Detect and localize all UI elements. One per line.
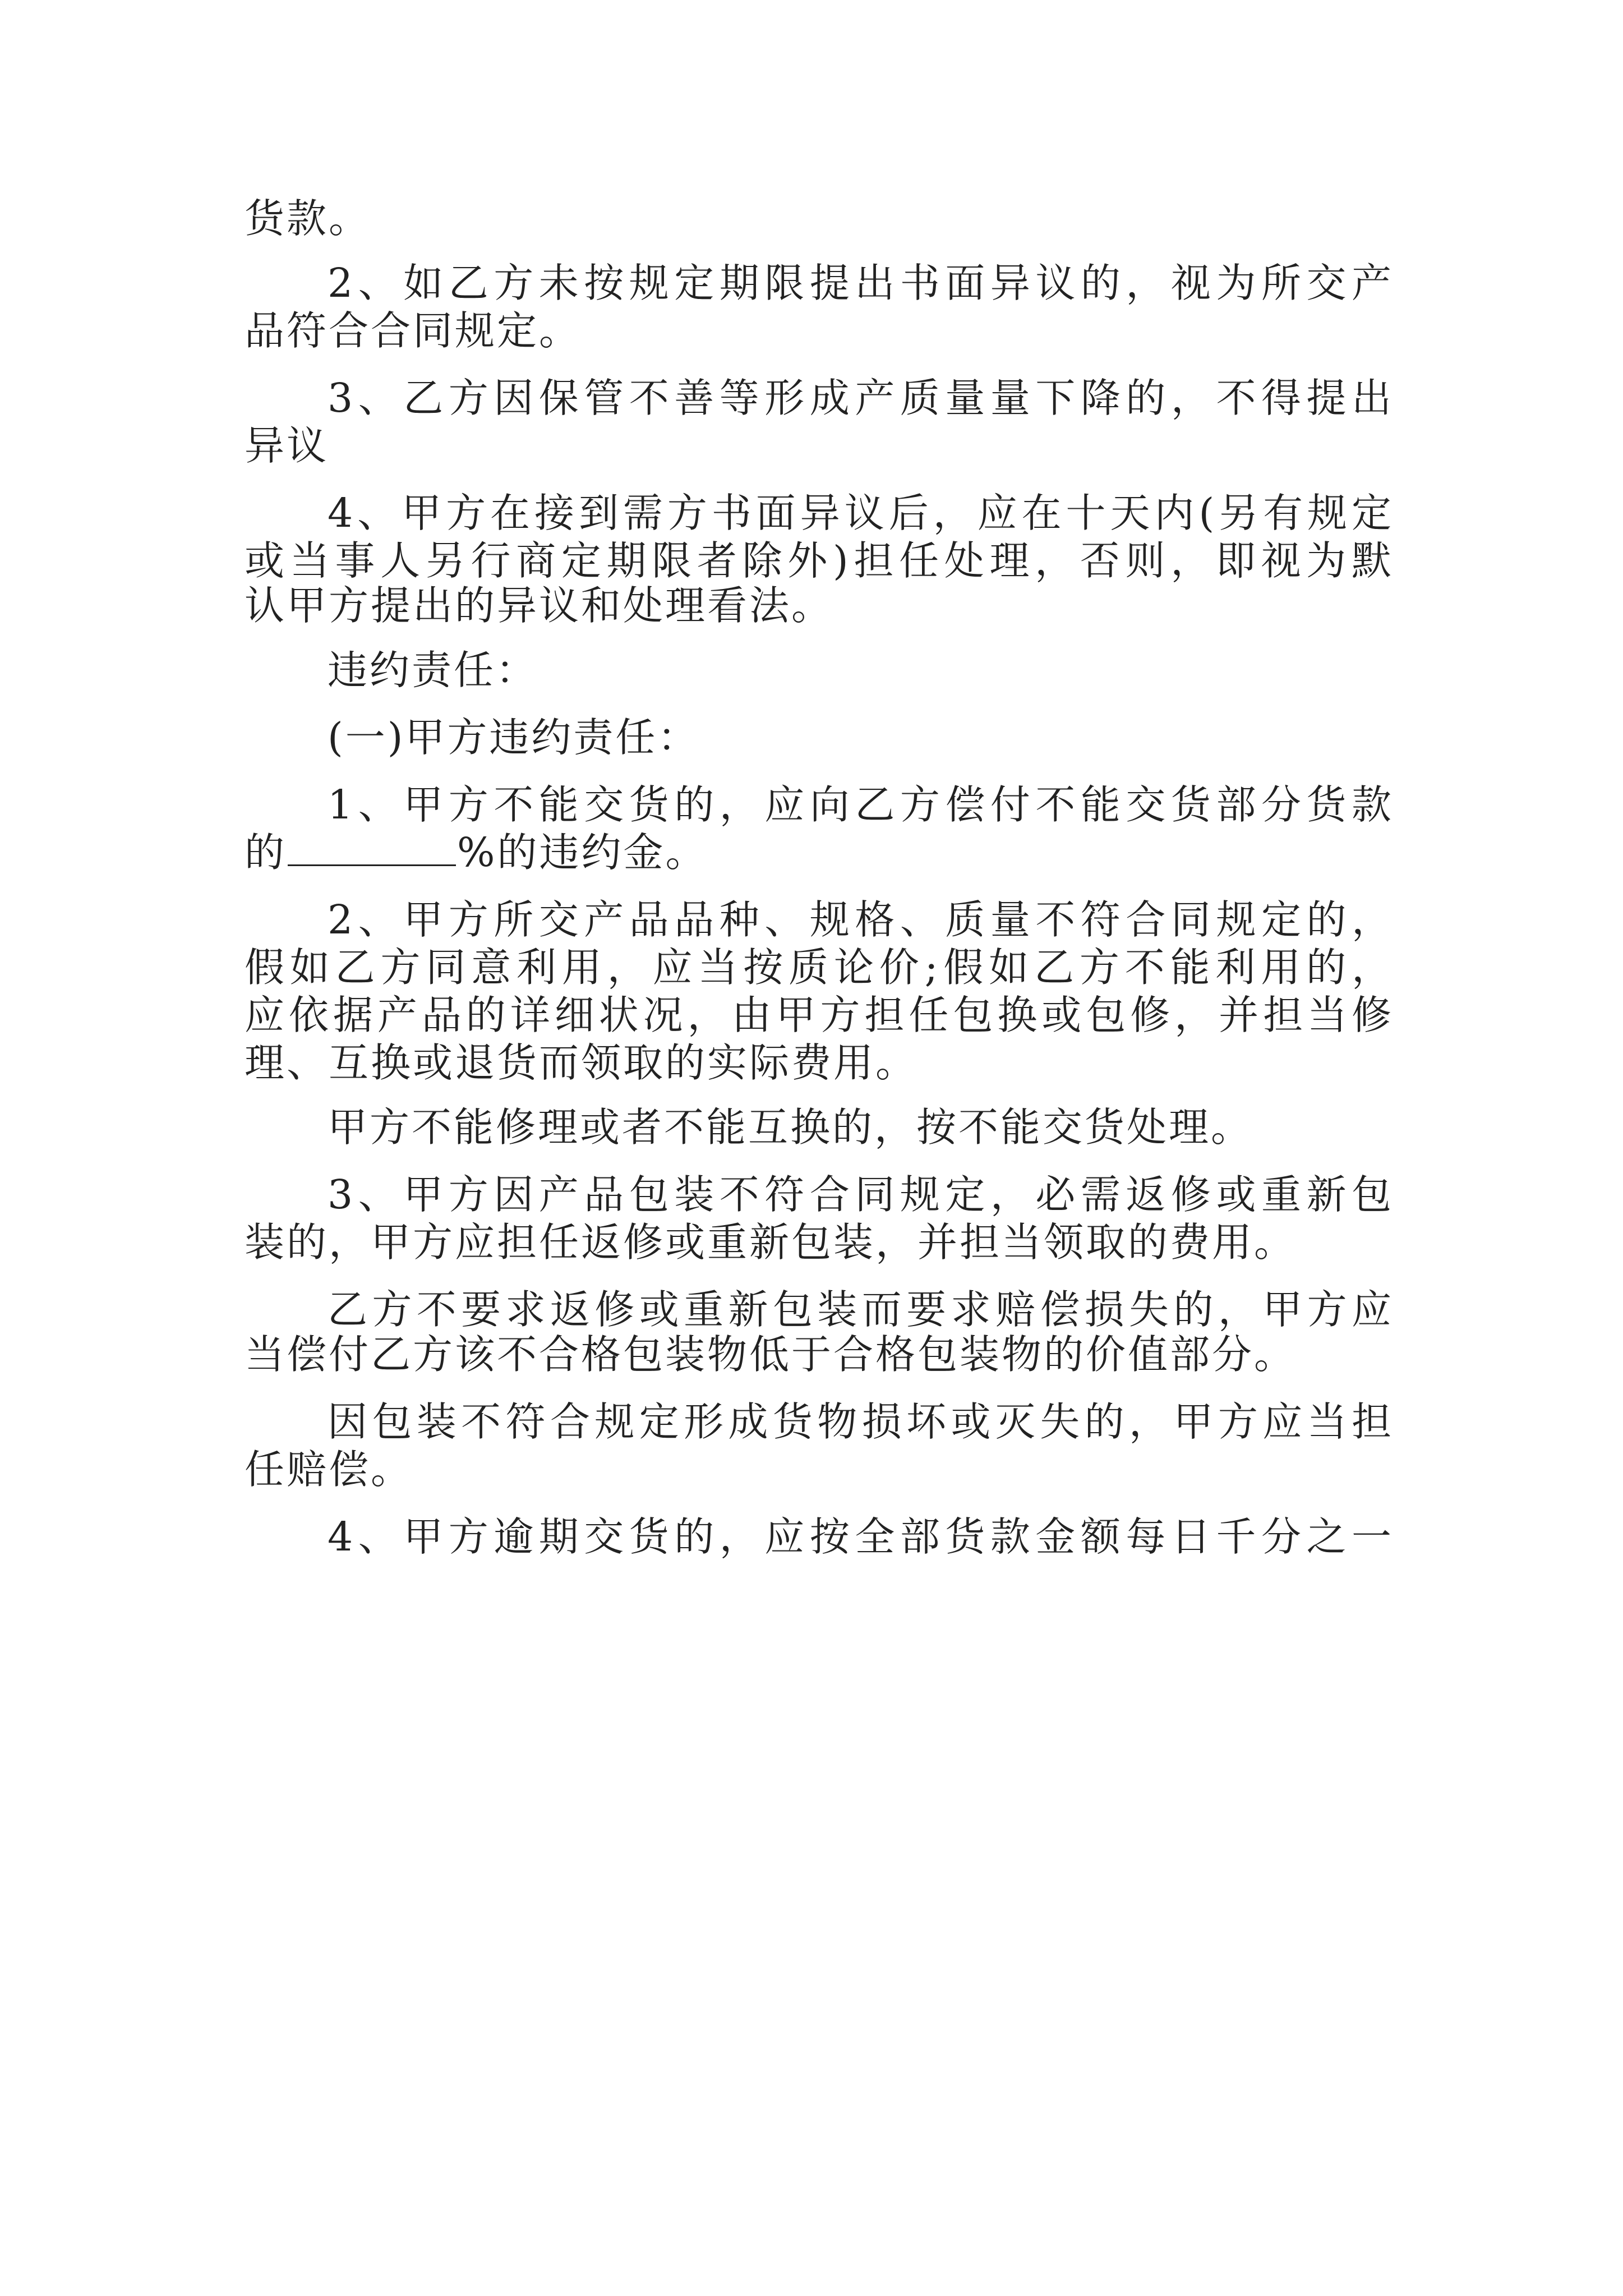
text-line: 因包装不符合规定形成货物损坏或灭失的，甲方应当担: [328, 1398, 1391, 1445]
fill-in-blank: [288, 830, 456, 866]
text-line: 异议: [245, 422, 329, 469]
text-before-blank: 的: [245, 829, 287, 876]
text-line: 2、如乙方未按规定期限提出书面异议的，视为所交产: [328, 260, 1391, 306]
text-line: 甲方不能修理或者不能互换的，按不能交货处理。: [328, 1104, 1253, 1151]
subsection-heading: (一)甲方违约责任：: [328, 714, 700, 761]
section-heading: 违约责任：: [328, 647, 538, 693]
text-line: 3、乙方因保管不善等形成产质量量下降的，不得提出: [328, 375, 1391, 421]
text-line: 2、甲方所交产品品种、规格、质量不符合同规定的，: [328, 896, 1391, 943]
text-after-blank: %的违约金。: [457, 829, 708, 876]
text-line-with-blank: [245, 813, 707, 892]
text-line: 当偿付乙方该不合格包装物低于合格包装物的价值部分。: [245, 1331, 1297, 1378]
text-line: 任赔偿。: [245, 1446, 413, 1493]
text-line: 应依据产品的详细状况，由甲方担任包换或包修，并担当修: [245, 992, 1391, 1038]
text-line: 装的，甲方应担任返修或重新包装，并担当领取的费用。: [245, 1219, 1297, 1266]
text-line: 认甲方提出的异议和处理看法。: [245, 582, 834, 629]
text-line: 3、甲方因产品包装不符合同规定，必需返修或重新包: [328, 1171, 1391, 1218]
text-line: 货款。: [245, 195, 371, 242]
text-line: 或当事人另行商定期限者除外)担任处理，否则，即视为默: [245, 537, 1391, 584]
text-line: 4、甲方逾期交货的，应按全部货款金额每日千分之一: [328, 1513, 1391, 1560]
text-line: 4、甲方在接到需方书面异议后，应在十天内(另有规定: [328, 490, 1391, 536]
text-line: 理、互换或退货而领取的实际费用。: [245, 1039, 918, 1086]
text-line: 1、甲方不能交货的，应向乙方偿付不能交货部分货款: [328, 781, 1391, 828]
text-line: 假如乙方同意利用，应当按质论价;假如乙方不能利用的，: [245, 944, 1391, 991]
text-line: 品符合合同规定。: [245, 307, 582, 354]
text-line: 乙方不要求返修或重新包装而要求赔偿损失的，甲方应: [328, 1286, 1391, 1333]
